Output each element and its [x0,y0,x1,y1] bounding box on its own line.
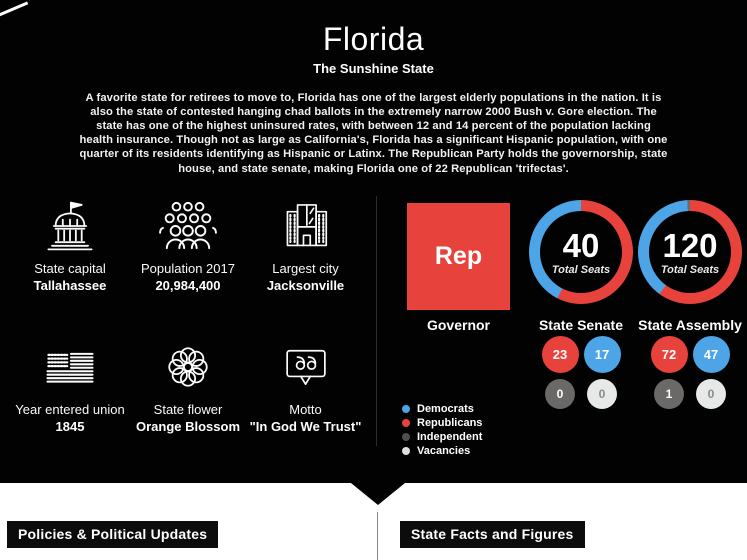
fact-value: 1845 [55,418,85,434]
fact-value: "In God We Trust" [249,418,362,434]
corner-fold-mark [0,1,28,17]
assembly-democrats-badge: 47 [693,336,730,373]
governor-party-label: Rep [434,242,483,270]
fact-label: State capital [34,261,106,276]
page-title: Florida [322,21,425,57]
population-icon [157,197,219,255]
fact-largest-city [247,197,364,338]
assembly-republicans-badge: 72 [651,336,688,373]
senate-seat-badges [539,336,623,409]
assembly-total-seats: 120 [662,226,718,264]
fact-value: Orange Blossom [135,418,241,434]
legend-label: Independent [417,430,483,443]
democrats-dot-icon [402,405,410,413]
facts-grid [11,197,366,479]
assembly-label: State Assembly [638,317,742,333]
legend-item-republicans [402,416,482,429]
fact-value: Tallahassee [33,277,107,293]
legend-label: Democrats [417,402,474,415]
fact-label: State flower [153,402,223,417]
capitol-icon [41,197,99,255]
vacancies-dot-icon [402,447,410,455]
fact-year-entered-union [11,338,129,479]
assembly-vacancies-badge: 0 [696,379,726,409]
legend-label: Vacancies [417,444,471,457]
governor-party-square [407,203,510,310]
assembly-donut-center [649,211,731,293]
fact-motto [247,338,364,479]
governor-label: Governor [426,317,490,333]
legend-item-democrats [402,402,482,415]
fact-value: Jacksonville [266,277,345,293]
policies-updates-link[interactable]: Policies & Political Updates [7,521,218,548]
footer-divider [377,512,378,560]
section-divider [376,196,377,446]
page-subtitle: The Sunshine State [313,61,434,76]
independent-dot-icon [402,433,410,441]
assembly-donut-chart [638,200,742,304]
us-flag-icon [40,338,100,396]
senate-total-seats: 40 [562,226,600,264]
senate-donut-center [540,211,622,293]
assembly-total-seats-label: Total Seats [660,263,720,276]
senate-total-seats-label: Total Seats [551,263,611,276]
fact-state-flower [129,338,247,479]
legend-label: Republicans [417,416,483,429]
senate-vacancies-badge: 0 [587,379,617,409]
legend-item-independent [402,430,482,443]
senate-label: State Senate [538,317,624,333]
fact-label: Motto [289,402,322,417]
fact-state-capital [11,197,129,338]
fact-value: 20,984,400 [155,277,221,293]
assembly-seat-badges [648,336,732,409]
state-facts-figures-link[interactable]: State Facts and Figures [400,521,585,548]
legend-item-vacancies [402,444,482,457]
state-description: A favorite state for retirees to move to, Florida has one of the largest elderly populations in the nation. It is also the state of contested hanging chad ballots in the extremely narrow 2000 Bush v. Gore election. The state has one of the highest uninsured rates, with between 12 and 14 percent of the population lacking health insurance. Though not as large as California's, Florida has a significant Hispanic population, with one quarter of its residents identifying as Hispanic or Latinx. The Republican Party holds the governorship, state house, and state senate, making Florida one of 22 Republican 'trifectas'. [79,92,668,175]
fact-label: Year entered union [15,402,125,417]
city-buildings-icon [279,197,333,255]
fact-population [129,197,247,338]
arrow-down-icon [351,483,405,505]
senate-donut-chart [529,200,633,304]
fact-label: Largest city [272,261,339,276]
republicans-dot-icon [402,419,410,427]
assembly-independent-badge: 1 [654,379,684,409]
quote-bubble-icon [282,338,330,396]
flower-icon [163,338,213,396]
party-legend [402,402,482,458]
senate-independent-badge: 0 [545,379,575,409]
senate-democrats-badge: 17 [584,336,621,373]
senate-republicans-badge: 23 [542,336,579,373]
fact-label: Population 2017 [141,261,235,276]
